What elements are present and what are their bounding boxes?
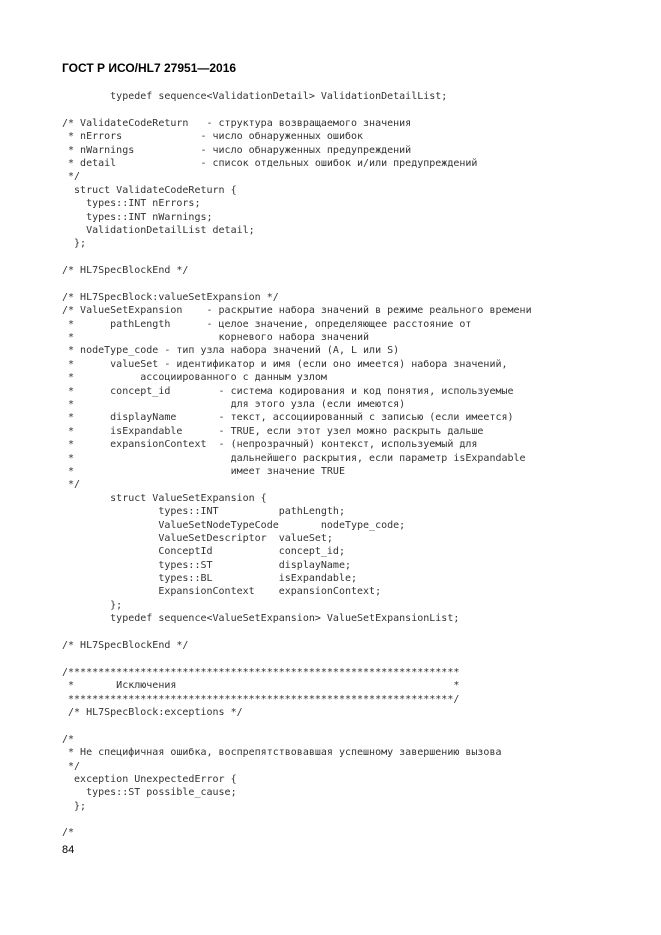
code-line: typedef sequence<ValidationDetail> ValidationDetailList; xyxy=(62,91,448,102)
code-line: typedef sequence<ValueSetExpansion> ValueSetExpansionList; xyxy=(62,613,460,625)
code-line: */ xyxy=(62,760,81,772)
code-line: types::ST displayName; xyxy=(62,559,351,571)
code-line: ValueSetDescriptor valueSet; xyxy=(62,532,333,544)
code-line xyxy=(62,277,632,290)
code-line: /* HL7SpecBlockEnd */ xyxy=(62,265,189,277)
code-line xyxy=(62,103,632,116)
code-line: types::INT nWarnings; xyxy=(62,211,213,223)
code-line: * nodeType_code - тип узла набора значений (A, L или S) xyxy=(62,345,400,357)
code-line: /* HL7SpecBlockEnd */ xyxy=(62,640,189,652)
code-line: }; xyxy=(62,238,87,250)
code-line: * дальнейшего раскрытия, если параметр isExpandable xyxy=(62,452,526,464)
code-line: * valueSet - идентификатор и имя (если оно имеется) набора значений, xyxy=(62,358,508,370)
code-line: types::BL isExpandable; xyxy=(62,573,358,585)
code-line xyxy=(62,719,632,732)
code-line: * корневого набора значений xyxy=(62,332,370,344)
code-line: ValueSetNodeTypeCode nodeType_code; xyxy=(62,519,406,531)
code-line: */ xyxy=(62,479,81,491)
code-line: types::INT nErrors; xyxy=(62,198,201,210)
code-line: ExpansionContext expansionContext; xyxy=(62,586,382,598)
page-number: 84 xyxy=(62,844,75,856)
code-line: * nWarnings - число обнаруженных предупреждений xyxy=(62,144,412,156)
code-line: * ассоциированного с данным узлом xyxy=(62,372,327,384)
code-line xyxy=(62,652,632,665)
code-line: * Исключения * xyxy=(62,680,460,692)
code-line: ConceptId concept_id; xyxy=(62,546,345,558)
code-line: struct ValidateCodeReturn { xyxy=(62,184,237,196)
code-line: * nErrors - число обнаруженных ошибок xyxy=(62,131,364,143)
code-line: * pathLength - целое значение, определяющее расстояние от xyxy=(62,318,472,330)
code-line: * detail - список отдельных ошибок и/или предупреждений xyxy=(62,157,478,169)
code-line: exception UnexpectedError { xyxy=(62,773,237,785)
code-line: /* HL7SpecBlock:exceptions */ xyxy=(62,706,243,718)
code-listing xyxy=(62,90,632,840)
code-line: types::ST possible_cause; xyxy=(62,787,237,799)
code-line xyxy=(62,813,632,826)
code-line: /* ValueSetExpansion - раскрытие набора значений в режиме реального времени xyxy=(62,305,532,317)
code-line xyxy=(62,251,632,264)
code-line: ****************************************************************/ xyxy=(62,693,460,705)
code-line: * concept_id - система кодирования и код понятия, используемые xyxy=(62,385,514,397)
code-line: * isExpandable - TRUE, если этот узел можно раскрыть дальше xyxy=(62,425,484,437)
code-line: types::INT pathLength; xyxy=(62,506,345,518)
code-line: * Не специфичная ошибка, воспрепятствовавшая успешному завершению вызова xyxy=(62,747,502,759)
code-line: struct ValueSetExpansion { xyxy=(62,492,267,504)
code-line: * displayName - текст, ассоциированный с записью (если имеется) xyxy=(62,412,514,424)
code-line xyxy=(62,626,632,639)
code-line: }; xyxy=(62,800,87,812)
code-line: /***************************************************************** xyxy=(62,666,460,678)
code-line: * expansionContext - (непрозрачный) контекст, используемый для xyxy=(62,439,478,451)
code-line: /* xyxy=(62,733,75,745)
code-line: /* ValidateCodeReturn - структура возвращаемого значения xyxy=(62,117,412,129)
code-line: */ xyxy=(62,171,81,183)
code-line: * имеет значение TRUE xyxy=(62,465,345,477)
code-line: * для этого узла (если имеются) xyxy=(62,398,406,410)
code-line: ValidationDetailList detail; xyxy=(62,224,255,236)
document-header: ГОСТ Р ИСО/HL7 27951—2016 xyxy=(62,61,237,75)
code-line: }; xyxy=(62,599,123,611)
code-line: /* xyxy=(62,827,75,839)
code-line: /* HL7SpecBlock:valueSetExpansion */ xyxy=(62,291,279,303)
